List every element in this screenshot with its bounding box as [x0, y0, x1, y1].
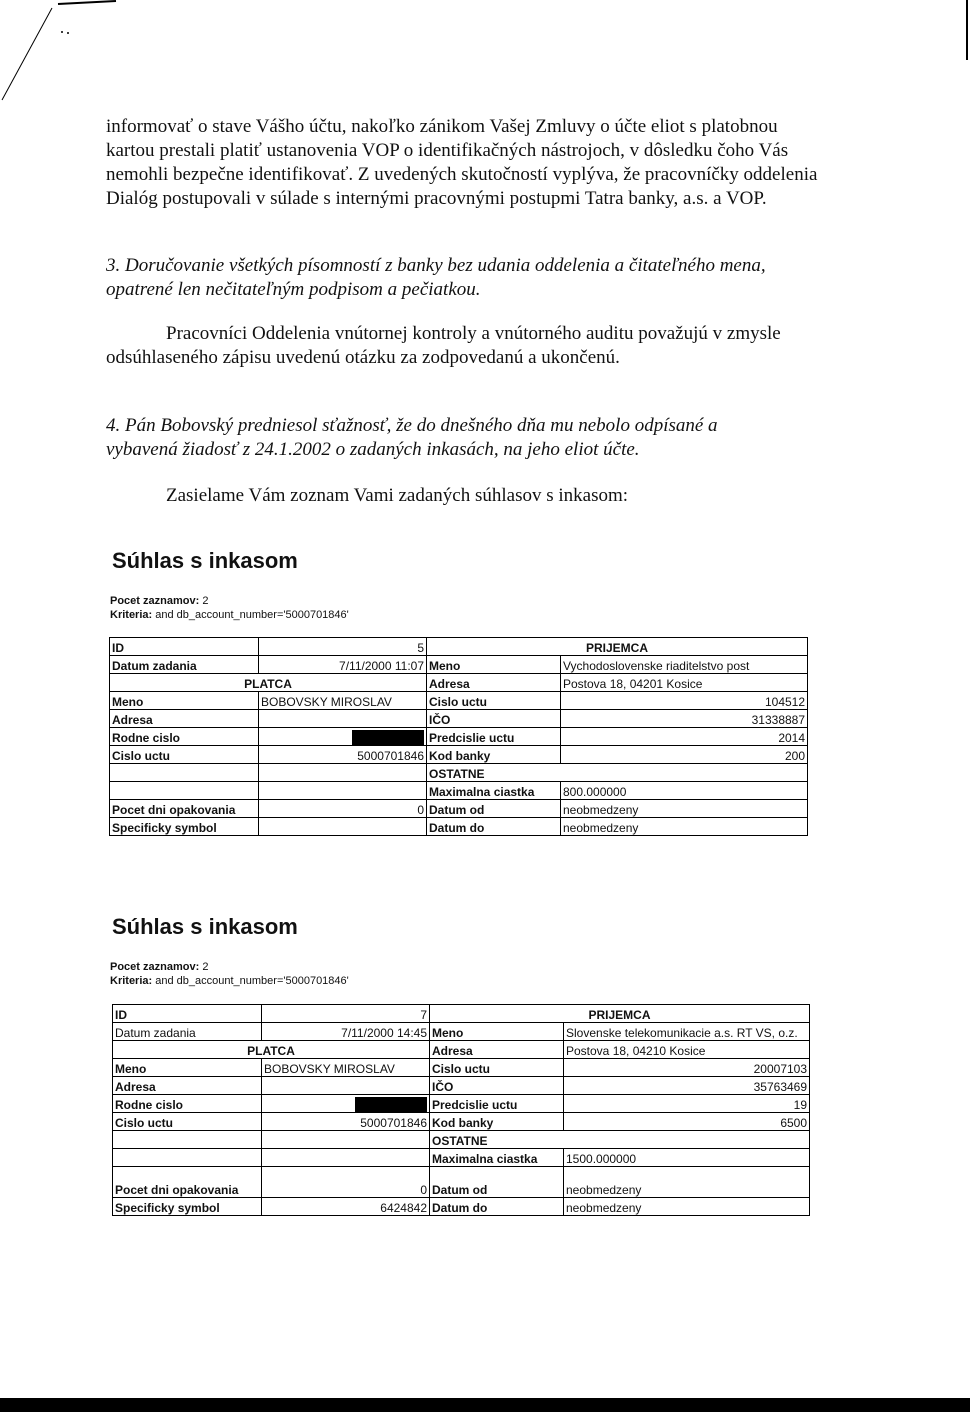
text-line: kartou prestali platiť ustanovenia VOP o identifikačných nástrojoch, v dôsledku čoho Vás: [106, 140, 789, 161]
prijemca-cislo-uctu-label: Cislo uctu: [427, 692, 561, 710]
record-criteria: [110, 974, 349, 988]
prijemca-adresa-label: Adresa: [430, 1041, 564, 1059]
direct-debit-table: [109, 637, 808, 836]
table-row: [113, 1023, 810, 1041]
table-row: [113, 1095, 810, 1113]
specificky-symbol-value: [259, 818, 427, 836]
platca-adresa-value: [259, 710, 427, 728]
platca-meno-label: Meno: [113, 1059, 262, 1077]
table-row: [113, 1198, 810, 1216]
maximalna-ciastka-value: 1500.000000: [564, 1149, 810, 1167]
empty-cell: [113, 1131, 262, 1149]
scan-bottom-edge: [0, 1398, 970, 1412]
datum-zadania-label: Datum zadania: [110, 656, 259, 674]
datum-od-value: neobmedzeny: [561, 800, 808, 818]
kod-banky-value: 200: [561, 746, 808, 764]
record-criteria: [110, 608, 349, 622]
datum-do-label: Datum do: [430, 1198, 564, 1216]
prijemca-header: PRIJEMCA: [427, 638, 808, 656]
platca-meno-label: Meno: [110, 692, 259, 710]
datum-od-label: Datum od: [430, 1167, 564, 1198]
table-row: [113, 1167, 810, 1198]
prijemca-cislo-uctu-label: Cislo uctu: [430, 1059, 564, 1077]
empty-cell: [113, 1149, 262, 1167]
rodne-cislo-label: Rodne cislo: [110, 728, 259, 746]
record-count-label: Pocet zaznamov:: [110, 595, 200, 607]
datum-od-label: Datum od: [427, 800, 561, 818]
rodne-cislo-value: [262, 1095, 430, 1113]
empty-cell: [110, 782, 259, 800]
table-row: [110, 638, 808, 656]
datum-do-label: Datum do: [427, 818, 561, 836]
ico-value: 35763469: [564, 1077, 810, 1095]
platca-cislo-uctu-label: Cislo uctu: [113, 1113, 262, 1131]
table-row: [113, 1149, 810, 1167]
datum-do-value: neobmedzeny: [564, 1198, 810, 1216]
pocet-dni-opakovania-value: 0: [259, 800, 427, 818]
empty-cell: [262, 1149, 430, 1167]
specificky-symbol-value: 6424842: [262, 1198, 430, 1216]
datum-do-value: neobmedzeny: [561, 818, 808, 836]
specificky-symbol-label: Specificky symbol: [110, 818, 259, 836]
empty-cell: [259, 782, 427, 800]
maximalna-ciastka-value: 800.000000: [561, 782, 808, 800]
text-line: Zasielame Vám zoznam Vami zadaných súhlasov s inkasom:: [166, 485, 629, 506]
text-line: Dialóg postupovali v súlade s internými pracovnými postupmi Tatra banky, a.s. a VOP.: [106, 188, 767, 209]
datum-zadania-value: 7/11/2000 14:45: [262, 1023, 430, 1041]
record-count-value: 2: [202, 961, 209, 973]
platca-adresa-label: Adresa: [113, 1077, 262, 1095]
platca-header: PLATCA: [113, 1041, 430, 1059]
maximalna-ciastka-label: Maximalna ciastka: [427, 782, 561, 800]
record-count: [110, 594, 349, 608]
empty-cell: [110, 764, 259, 782]
table-row: [110, 710, 808, 728]
text-line: Pracovníci Oddelenia vnútornej kontroly a vnútorného auditu považujú v zmysle: [166, 323, 781, 344]
table-row: [110, 674, 808, 692]
criteria-label: Kriteria:: [110, 975, 153, 987]
record-count: [110, 960, 349, 974]
prijemca-meno-label: Meno: [430, 1023, 564, 1041]
platca-adresa-value: [262, 1077, 430, 1095]
ico-label: IČO: [430, 1077, 564, 1095]
text-line: nemohli bezpečne identifikovať. Z uvedených skutočností vyplýva, že pracovníčky oddelenia: [106, 164, 818, 185]
pocet-dni-opakovania-label: Pocet dni opakovania: [110, 800, 259, 818]
table-row: [110, 728, 808, 746]
specificky-symbol-label: Specificky symbol: [113, 1198, 262, 1216]
ico-value: 31338887: [561, 710, 808, 728]
table-row: [113, 1005, 810, 1023]
id-value: 7: [262, 1005, 430, 1023]
datum-zadania-value: 7/11/2000 11:07: [259, 656, 427, 674]
id-label: ID: [113, 1005, 262, 1023]
record-count-label: Pocet zaznamov:: [110, 961, 200, 973]
table-row: [113, 1041, 810, 1059]
text-line: vybavená žiadosť z 24.1.2002 o zadaných inkasách, na jeho eliot účte.: [106, 439, 640, 460]
pocet-dni-opakovania-label: Pocet dni opakovania: [113, 1167, 262, 1198]
predcislie-uctu-label: Predcislie uctu: [427, 728, 561, 746]
redaction-block: [352, 730, 424, 745]
ostatne-header: OSTATNE: [427, 764, 808, 782]
paragraph-account-status: [106, 115, 856, 211]
paragraph-list-intro: [106, 484, 856, 508]
platca-cislo-uctu-value: 5000701846: [262, 1113, 430, 1131]
table-row: [110, 782, 808, 800]
prijemca-adresa-value: Postova 18, 04210 Kosice: [564, 1041, 810, 1059]
table-row: [110, 764, 808, 782]
text-line: 3. Doručovanie všetkých písomností z banky bez udania oddelenia a čitateľného mena,: [106, 255, 766, 276]
record-meta: [110, 594, 349, 622]
prijemca-meno-value: Slovenske telekomunikacie a.s. RT VS, o.z.: [564, 1023, 810, 1041]
ostatne-header: OSTATNE: [430, 1131, 810, 1149]
kod-banky-label: Kod banky: [427, 746, 561, 764]
criteria-value: and db_account_number='5000701846': [155, 609, 349, 621]
rodne-cislo-label: Rodne cislo: [113, 1095, 262, 1113]
record-heading: Súhlas s inkasom: [112, 548, 298, 573]
platca-cislo-uctu-label: Cislo uctu: [110, 746, 259, 764]
id-value: 5: [259, 638, 427, 656]
table-row: [113, 1059, 810, 1077]
text-line: 4. Pán Bobovský predniesol sťažnosť, že do dnešného dňa mu nebolo odpísané a: [106, 415, 718, 436]
prijemca-meno-label: Meno: [427, 656, 561, 674]
platca-cislo-uctu-value: 5000701846: [259, 746, 427, 764]
rodne-cislo-value: [259, 728, 427, 746]
datum-zadania-label: Datum zadania: [113, 1023, 262, 1041]
predcislie-uctu-value: 19: [564, 1095, 810, 1113]
empty-cell: [259, 764, 427, 782]
scan-artifact-edge: [966, 0, 968, 60]
record-count-value: 2: [202, 595, 209, 607]
direct-debit-table: [112, 1004, 810, 1216]
ico-label: IČO: [427, 710, 561, 728]
pocet-dni-opakovania-value: 0: [262, 1167, 430, 1198]
kod-banky-value: 6500: [564, 1113, 810, 1131]
datum-od-value: neobmedzeny: [564, 1167, 810, 1198]
prijemca-header: PRIJEMCA: [430, 1005, 810, 1023]
prijemca-cislo-uctu-value: 20007103: [564, 1059, 810, 1077]
table-row: [110, 800, 808, 818]
predcislie-uctu-label: Predcislie uctu: [430, 1095, 564, 1113]
table-row: [113, 1131, 810, 1149]
complaint-point-4: [106, 414, 856, 462]
prijemca-cislo-uctu-value: 104512: [561, 692, 808, 710]
maximalna-ciastka-label: Maximalna ciastka: [430, 1149, 564, 1167]
criteria-label: Kriteria:: [110, 609, 153, 621]
prijemca-meno-value: Vychodoslovenske riaditelstvo post: [561, 656, 808, 674]
empty-cell: [262, 1131, 430, 1149]
kod-banky-label: Kod banky: [430, 1113, 564, 1131]
table-row: [110, 656, 808, 674]
text-line: informovať o stave Vášho účtu, nakoľko zánikom Vašej Zmluvy o účte eliot s platobnou: [106, 116, 778, 137]
complaint-point-3: [106, 254, 856, 302]
id-label: ID: [110, 638, 259, 656]
platca-adresa-label: Adresa: [110, 710, 259, 728]
predcislie-uctu-value: 2014: [561, 728, 808, 746]
record-heading: Súhlas s inkasom: [112, 914, 298, 939]
table-row: [113, 1077, 810, 1095]
table-row: [113, 1113, 810, 1131]
scan-artifact-corner: [0, 0, 130, 110]
platca-header: PLATCA: [110, 674, 427, 692]
platca-meno-value: BOBOVSKY MIROSLAV: [259, 692, 427, 710]
criteria-value: and db_account_number='5000701846': [155, 975, 349, 987]
table-row: [110, 746, 808, 764]
paragraph-audit-response: [106, 322, 856, 370]
table-row: [110, 692, 808, 710]
redaction-block: [355, 1097, 427, 1112]
prijemca-adresa-label: Adresa: [427, 674, 561, 692]
prijemca-adresa-value: Postova 18, 04201 Kosice: [561, 674, 808, 692]
record-meta: [110, 960, 349, 988]
platca-meno-value: BOBOVSKY MIROSLAV: [262, 1059, 430, 1077]
text-line: opatrené len nečitateľným podpisom a pečiatkou.: [106, 279, 481, 300]
text-line: odsúhlaseného zápisu uvedenú otázku za zodpovedanú a ukončenú.: [106, 347, 620, 368]
table-row: [110, 818, 808, 836]
